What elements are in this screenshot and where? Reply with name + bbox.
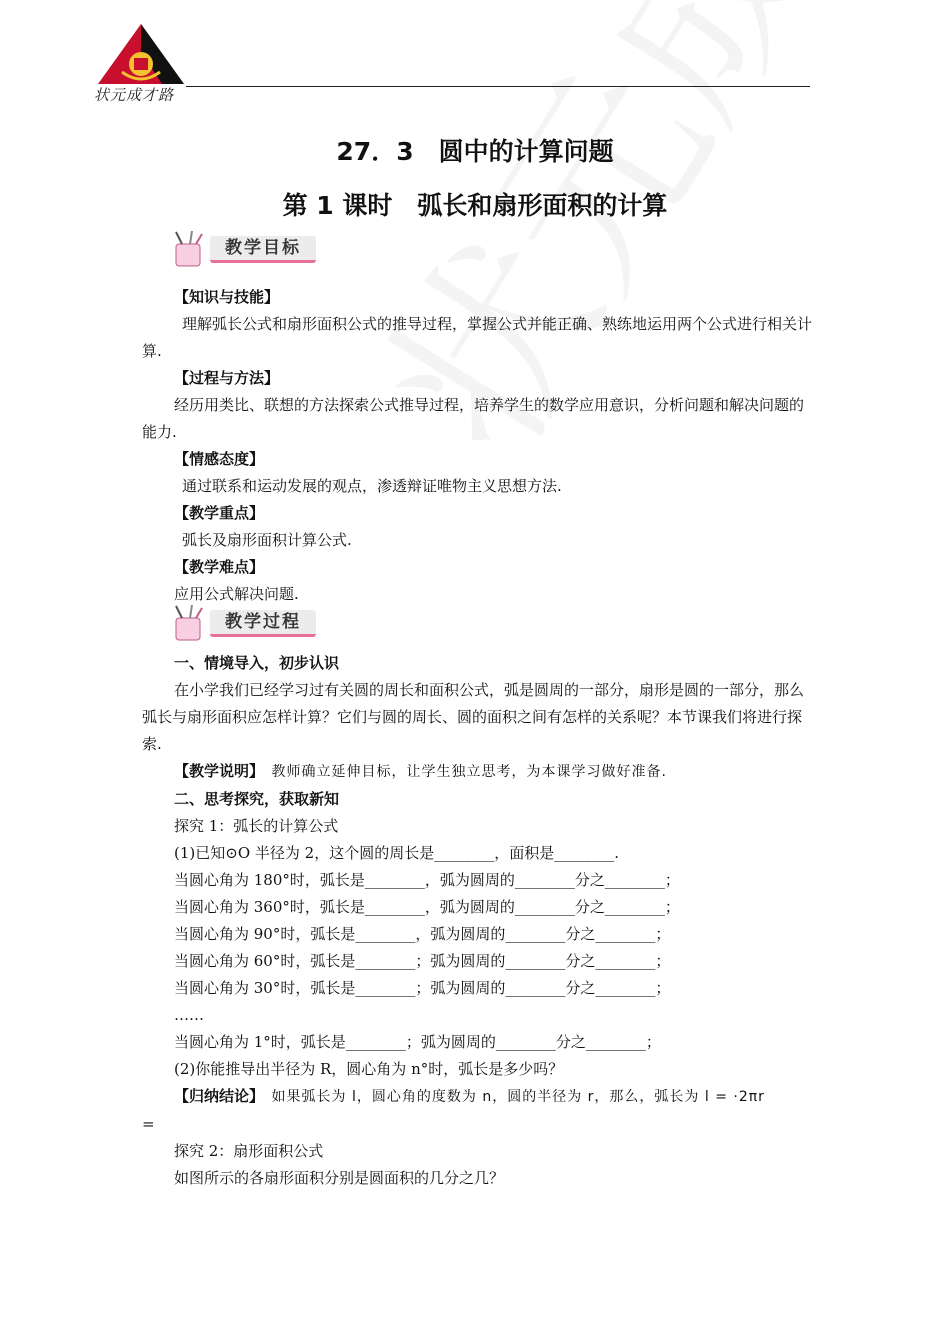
conclusion (142, 1083, 812, 1111)
section-1-heading: 一、情境导入，初步认识 (174, 654, 340, 672)
section-1-note (142, 758, 812, 786)
note-text: 教师确立延伸目标，让学生独立思考，为本课学习做好准备. (271, 764, 667, 780)
ellipsis: …… (174, 1006, 204, 1024)
difficult-heading: 【教学难点】 (174, 558, 265, 576)
explore-2-title: 探究 2：扇形面积公式 (174, 1142, 324, 1160)
header-rule (186, 86, 810, 87)
document-body (142, 284, 812, 1192)
conclusion-heading: 【归纳结论】 (174, 1087, 257, 1105)
arc-90: 当圆心角为 90°时，弧长是________，弧为圆周的________分之________； (174, 925, 671, 943)
question-2: (2)你能推导出半径为 R，圆心角为 n°时，弧长是多少吗？ (174, 1060, 564, 1078)
logo-text: 状元成才路 (94, 86, 175, 104)
arc-1: 当圆心角为 1°时，弧长是________；弧为圆周的________分之________； (174, 1033, 661, 1051)
emotion-heading: 【情感态度】 (174, 450, 265, 468)
explore-2-question: 如图所示的各扇形面积分别是圆面积的几分之几？ (174, 1169, 505, 1187)
note-heading: 【教学说明】 (174, 762, 257, 780)
conclusion-equals: = (142, 1115, 155, 1133)
section-2-heading: 二、思考探究，获取新知 (174, 790, 340, 808)
difficult-text: 应用公式解决问题. (174, 585, 299, 603)
emotion-text: 通过联系和运动发展的观点，渗透辩证唯物主义思想方法. (182, 477, 562, 495)
banner-process-label: 教学过程 (210, 610, 316, 637)
arc-30: 当圆心角为 30°时，弧长是________；弧为圆周的________分之________； (174, 979, 671, 997)
page-subtitle: 第 1 课时 弧长和扇形面积的计算 (282, 191, 668, 220)
pencil-cup-icon (170, 230, 210, 268)
page-title: 27．3 圆中的计算问题 (336, 137, 614, 166)
knowledge-text (142, 311, 812, 365)
key-heading: 【教学重点】 (174, 504, 265, 522)
process-heading: 【过程与方法】 (174, 369, 280, 387)
key-text: 弧长及扇形面积计算公式. (182, 531, 352, 549)
arc-180: 当圆心角为 180°时，弧长是________，弧为圆周的________分之________； (174, 871, 680, 889)
banner-goals-label: 教学目标 (210, 236, 316, 263)
knowledge-heading: 【知识与技能】 (174, 288, 280, 306)
arc-360: 当圆心角为 360°时，弧长是________，弧为圆周的________分之________； (174, 898, 680, 916)
section-1-text: 在小学我们已经学习过有关圆的周长和面积公式，弧是圆周的一部分，扇形是圆的一部分，那么弧长与扇形面积应怎样计算？它们与圆的周长、圆的面积之间有怎样的关系呢？本节课我们将进行探索. (142, 681, 805, 753)
knowledge-text-body: 理解弧长公式和扇形面积公式的推导过程，掌握公式并能正确、熟练地运用两个公式进行相关计算. (142, 315, 813, 360)
question-1: (1)已知⊙O 半径为 2，这个圆的周长是________，面积是________. (174, 844, 619, 862)
process-text: 经历用类比、联想的方法探索公式推导过程，培养学生的数学应用意识，分析问题和解决问题的能力. (142, 396, 805, 441)
conclusion-text: 如果弧长为 l，圆心角的度数为 n，圆的半径为 r，那么，弧长为 l = ·2πr (271, 1089, 765, 1105)
arc-60: 当圆心角为 60°时，弧长是________；弧为圆周的________分之________； (174, 952, 671, 970)
explore-1-title: 探究 1：弧长的计算公式 (174, 817, 339, 835)
banner-goals (170, 230, 322, 268)
